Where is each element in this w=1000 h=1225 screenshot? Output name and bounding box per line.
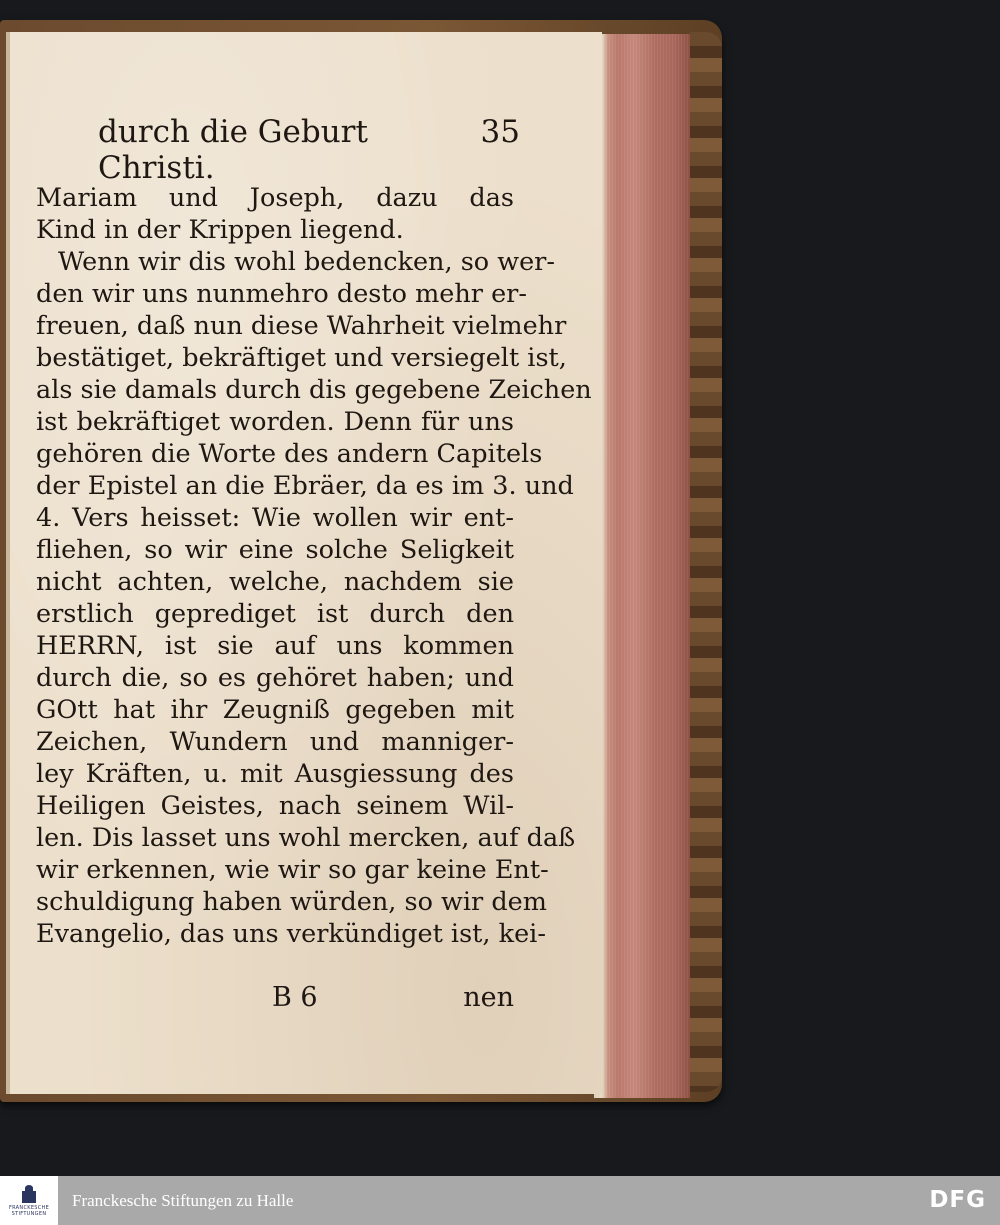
text-line: GOtt hat ihr Zeugniß gegeben mit <box>36 695 514 725</box>
catchword: nen <box>463 982 514 1013</box>
text-line: den wir uns nunmehro desto mehr er- <box>36 279 527 309</box>
text-line: Zeichen, Wundern und manniger- <box>36 727 514 757</box>
running-head <box>98 114 520 186</box>
text-line: der Epistel an die Ebräer, da es im 3. und <box>36 471 574 501</box>
orphanage-building-icon <box>21 1185 37 1203</box>
text-line: gehören die Worte des andern Capitels <box>36 439 543 469</box>
text-line: nicht achten, welche, nachdem sie <box>36 567 514 597</box>
text-line: wir erkennen, wie wir so gar keine Ent- <box>36 855 549 885</box>
text-line: 4. Vers heisset: Wie wollen wir ent- <box>36 503 514 533</box>
footer-bar <box>0 1176 1000 1225</box>
text-line: Mariam und Joseph, dazu das <box>36 183 514 213</box>
text-line: durch die, so es gehöret haben; und <box>36 663 514 693</box>
cover-edge <box>690 32 722 1092</box>
text-line: schuldigung haben würden, so wir dem <box>36 887 547 917</box>
book <box>0 12 722 1104</box>
text-line: freuen, daß nun diese Wahrheit vielmehr <box>36 311 567 341</box>
text-line: len. Dis lasset uns wohl mercken, auf daß <box>36 823 576 853</box>
institution-logo[interactable] <box>0 1176 58 1225</box>
running-head-title: durch die Geburt Christi. <box>98 114 368 186</box>
page-number: 35 <box>480 114 520 150</box>
dfg-logo[interactable]: DFG <box>929 1187 986 1213</box>
text-line: Evangelio, das uns verkündiget ist, kei- <box>36 919 546 949</box>
signature-line <box>36 982 514 1018</box>
institution-name: Franckesche Stiftungen zu Halle <box>72 1190 294 1210</box>
text-line: Wenn wir dis wohl bedencken, so wer- <box>58 247 555 277</box>
book-page <box>6 32 602 1094</box>
text-line: HERRN, ist sie auf uns kommen <box>36 631 514 661</box>
text-line: fliehen, so wir eine solche Seligkeit <box>36 535 514 565</box>
text-line: bestätiget, bekräftiget und versiegelt ist, <box>36 343 567 373</box>
text-line: als sie damals durch dis gegebene Zeichen <box>36 375 592 405</box>
text-block <box>36 182 592 950</box>
page-edges <box>594 34 690 1098</box>
text-line: Kind in der Krippen liegend. <box>36 215 404 245</box>
text-line: erstlich geprediget ist durch den <box>36 599 514 629</box>
text-line: ist bekräftiget worden. Denn für uns <box>36 407 514 437</box>
signature-mark: B 6 <box>272 982 318 1013</box>
text-line: ley Kräften, u. mit Ausgiessung des <box>36 759 514 789</box>
logo-text: FRANCKESCHE STIFTUNGEN <box>8 1204 50 1217</box>
text-line: Heiligen Geistes, nach seinem Wil- <box>36 791 514 821</box>
